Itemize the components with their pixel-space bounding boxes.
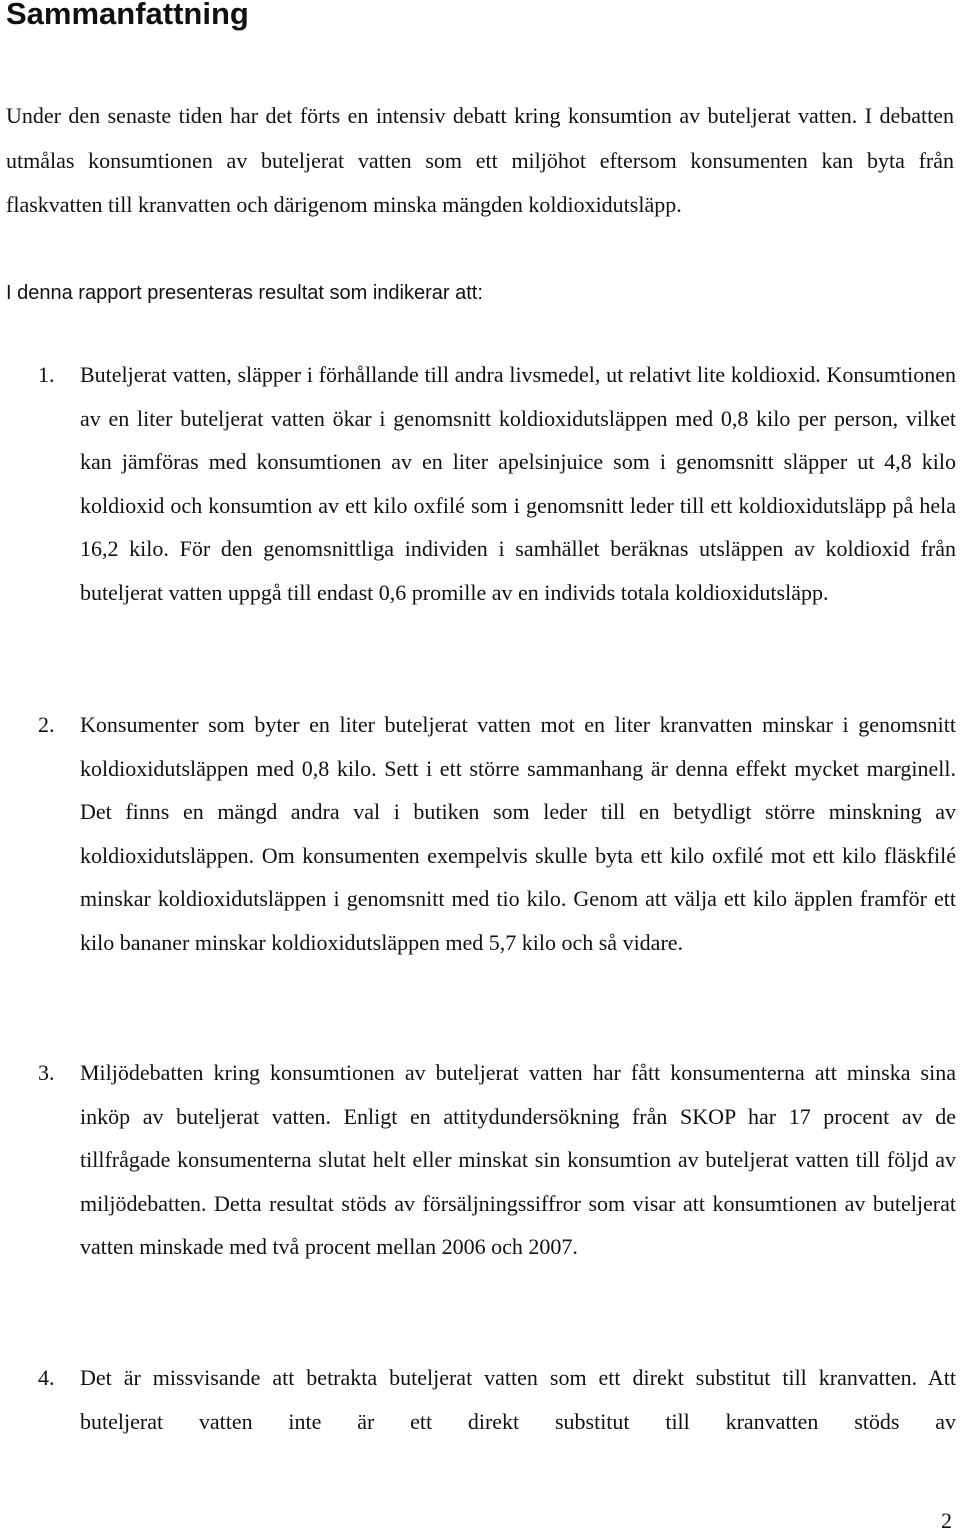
- finding-number: 3.: [38, 1060, 55, 1085]
- intro-paragraph: Under den senaste tiden har det förts en intensiv debatt kring konsumtion av buteljerat vatten. I debatten utmålas konsumtionen av buteljerat vatten som ett miljöhot eftersom konsumenten kan byta från flaskvatten till kranvatten och därigenom minska mängden koldioxidutsläpp.: [6, 103, 954, 217]
- finding-number: 4.: [38, 1365, 55, 1390]
- section-heading: Sammanfattning: [6, 0, 249, 31]
- finding-text: Buteljerat vatten, släpper i förhållande till andra livsmedel, ut relativt lite koldioxid. Konsumtionen av en liter buteljerat vatten ökar i genomsnitt koldioxidutsläppen med 0,8 kilo per person, vilket kan jämföras med konsumtionen av en liter apelsinjuice som i genomsnitt släpper ut 4,8 kilo koldioxid och konsumtion av ett kilo oxfilé som i genomsnitt leder till ett koldioxidutsläpp på hela 16,2 kilo. För den genomsnittliga individen i samhället beräknas utsläppen av koldioxid från buteljerat vatten uppgå till endast 0,6 promille av en individs totala koldioxidutsläpp.: [80, 362, 956, 605]
- lead-in-paragraph: I denna rapport presenteras resultat som indikerar att:: [6, 282, 483, 304]
- finding-text: Det är missvisande att betrakta buteljerat vatten som ett direkt substitut till kranvatten. Att buteljerat vatten inte är ett direkt substitut till kranvatten stöds av: [80, 1365, 956, 1434]
- finding-text: Konsumenter som byter en liter buteljerat vatten mot en liter kranvatten minskar i genomsnitt koldioxidutsläppen med 0,8 kilo. Sett i ett större sammanhang är denna effekt mycket marginell. Det finns en mängd andra val i butiken som leder till en betydligt större minskning av koldioxidutsläppen. Om konsumenten exempelvis skulle byta ett kilo oxfilé mot ett kilo fläskfilé minskar koldioxidutsläppen i genomsnitt med tio kilo. Genom att välja ett kilo äpplen framför ett kilo bananer minskar koldioxidutsläppen med 5,7 kilo och så vidare.: [80, 712, 956, 955]
- finding-text: Miljödebatten kring konsumtionen av buteljerat vatten har fått konsumenterna att minska sina inköp av buteljerat vatten. Enligt en attitydundersökning från SKOP har 17 procent av de tillfrågade konsumenterna slutat helt eller minskat sin konsumtion av buteljerat vatten till följd av miljödebatten. Detta resultat stöds av försäljningssiffror som visar att konsumtionen av buteljerat vatten minskade med två procent mellan 2006 och 2007.: [80, 1060, 956, 1259]
- page-number: 2: [941, 1508, 952, 1533]
- finding-number: 2.: [38, 712, 55, 737]
- finding-number: 1.: [38, 362, 55, 387]
